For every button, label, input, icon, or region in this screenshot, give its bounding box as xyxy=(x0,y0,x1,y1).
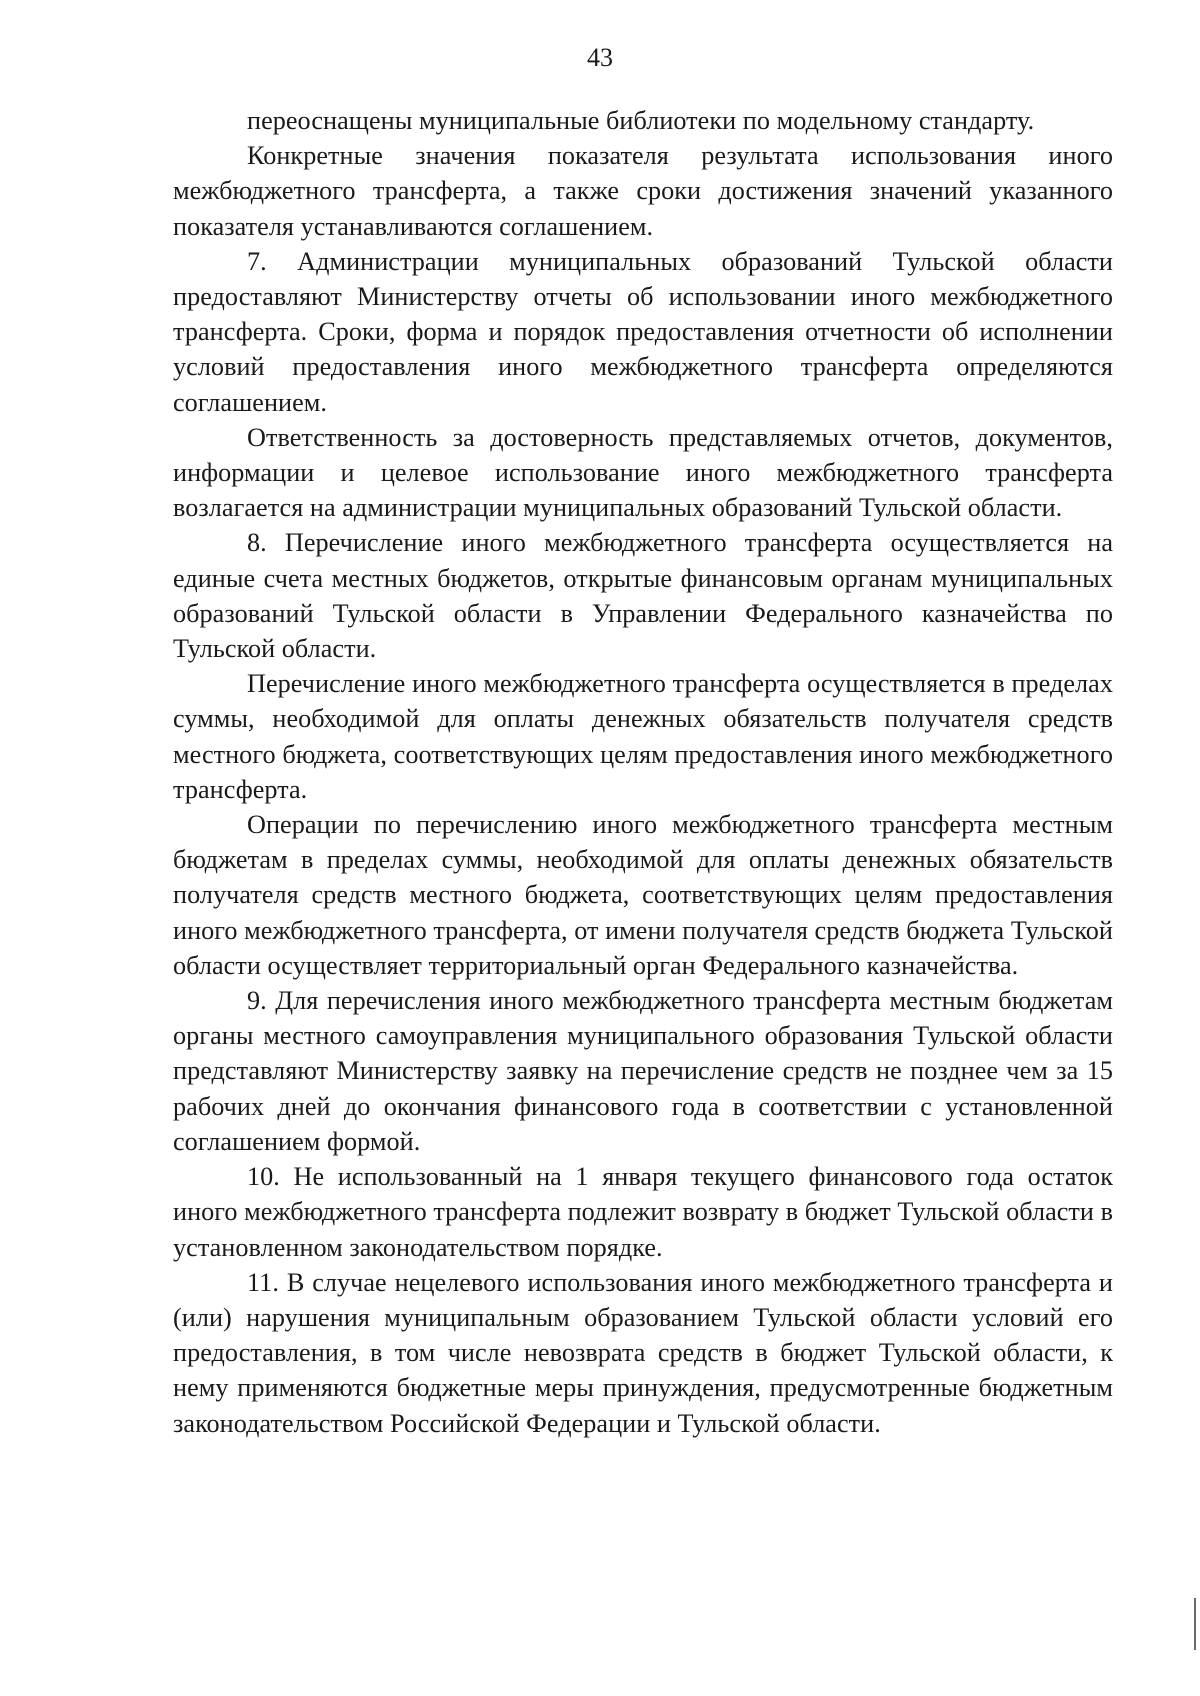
scan-edge-mark xyxy=(1194,1598,1196,1650)
paragraph-item-8: 8. Перечисление иного межбюджетного трансферта осуществляется на единые счета местных бюджетов, открытые финансовым органам муниципальных образований Тульской области в Управлении Федерального казначейства по Тульской области. xyxy=(173,528,1113,664)
document-body xyxy=(173,103,1113,1441)
paragraph-responsibility: Ответственность за достоверность представляемых отчетов, документов, информации и целевое использование иного межбюджетного трансферта возлагается на администрации муниципальных образований Тульской области. xyxy=(173,422,1113,523)
paragraph-indicator-values: Конкретные значения показателя результата использования иного межбюджетного трансферта, а также сроки достижения значений указанного показателя устанавливаются соглашением. xyxy=(173,141,1113,241)
paragraph-item-9: 9. Для перечисления иного межбюджетного трансферта местным бюджетам органы местного самоуправления муниципального образования Тульской области представляют Министерству заявку на перечисление средств не позднее чем за 15 рабочих дней до окончания финансового года в соответствии с установленной соглашением формой. xyxy=(173,986,1113,1156)
paragraph-transfer-operations: Операции по перечислению иного межбюджетного трансферта местным бюджетам в пределах суммы, необходимой для оплаты денежных обязательств получателя средств местного бюджета, соответствующих целям предоставления иного межбюджетного трансферта, от имени получателя средств бюджета Тульской области осуществляет территориальный орган Федерального казначейства. xyxy=(173,810,1113,980)
paragraph-transfer-limits: Перечисление иного межбюджетного трансферта осуществляется в пределах суммы, необходимой для оплаты денежных обязательств получателя средств местного бюджета, соответствующих целям предоставления иного межбюджетного трансферта. xyxy=(173,669,1113,804)
page-number: 43 xyxy=(587,43,613,72)
paragraph-item-10: 10. Не использованный на 1 января текущего финансового года остаток иного межбюджетного трансферта подлежит возврату в бюджет Тульской области в установленном законодательством порядке. xyxy=(173,1162,1113,1262)
paragraph-continuation: переоснащены муниципальные библиотеки по модельному стандарту. xyxy=(247,106,1035,135)
paragraph-item-11: 11. В случае нецелевого использования иного межбюджетного трансферта и (или) нарушения муниципальным образованием Тульской области условий его предоставления, в том числе невозврата средств в бюджет Тульской области, к нему применяются бюджетные меры принуждения, предусмотренные бюджетным законодательством Российской Федерации и Тульской области. xyxy=(173,1267,1113,1438)
paragraph-item-7: 7. Администрации муниципальных образований Тульской области предоставляют Министерству отчеты об использовании иного межбюджетного трансферта. Сроки, форма и порядок предоставления отчетности об исполнении условий предоставления иного межбюджетного трансферта определяются соглашением. xyxy=(173,246,1113,417)
